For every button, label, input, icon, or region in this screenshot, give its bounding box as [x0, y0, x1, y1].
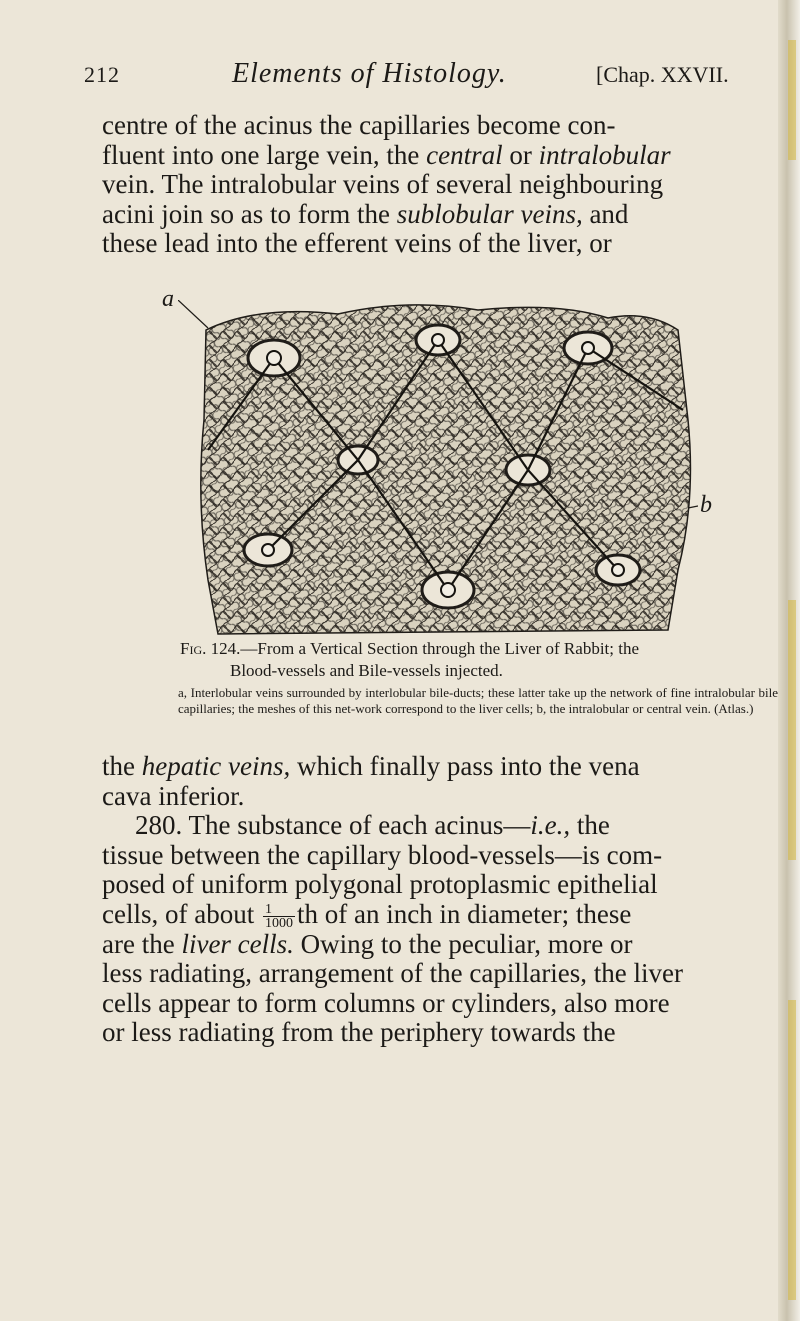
figure-legend: a, Interlobular veins surrounded by interlobular bile-ducts; these latter take up the network of fine intralobular bile capillaries; the meshes of this net-work correspond to the liver cells; b, the intralobular or central vein. (Atlas.) [178, 685, 778, 716]
text-line: are the liver cells. Owing to the peculiar, more or [102, 928, 633, 959]
text-line: cava inferior. [102, 780, 245, 811]
chapter-label: [Chap. XXVII. [596, 62, 729, 87]
figure-number: Fig. 124. [180, 639, 241, 658]
figure-caption-title: Fig. 124.—From a Vertical Section through the Liver of Rabbit; the Blood-vessels and Bile-vessels injected. [180, 639, 640, 680]
page-number: 212 [84, 62, 120, 87]
fraction: $\frac{1}{1000}$ [264, 901, 293, 931]
figure-label-b: b [700, 492, 712, 518]
text-line: cells appear to form columns or cylinders, also more [102, 987, 670, 1018]
text-line: or less radiating from the periphery towards the [102, 1017, 616, 1048]
running-title: Elements of Histology. [232, 58, 507, 89]
text-line: acini join so as to form the sublobular veins, and [102, 198, 629, 229]
text-line: fluent into one large vein, the central or intralobular [102, 139, 671, 170]
text-line: the hepatic veins, which finally pass into the vena [102, 751, 640, 781]
liver-section-illustration [178, 300, 698, 638]
text-line: these lead into the efferent veins of the liver, or [102, 228, 612, 258]
paragraph-intro [102, 111, 762, 259]
text-line: cells, of about $\frac{1}{1000}$ th of an inch in diameter; these [102, 898, 632, 931]
text-line: 280. The substance of each acinus—i.e., the [135, 810, 610, 840]
paragraph-280 [102, 752, 762, 1048]
text-line: centre of the acinus the capillaries become con- [102, 110, 616, 140]
text-line: tissue between the capillary blood-vessels—is com- [102, 839, 663, 870]
text-line: vein. The intralobular veins of several neighbouring [102, 169, 664, 199]
running-header [84, 58, 774, 92]
text-line: less radiating, arrangement of the capillaries, the liver [102, 958, 684, 989]
text-line: posed of uniform polygonal protoplasmic epithelial [102, 869, 658, 899]
figure-label-a: a [162, 286, 174, 312]
